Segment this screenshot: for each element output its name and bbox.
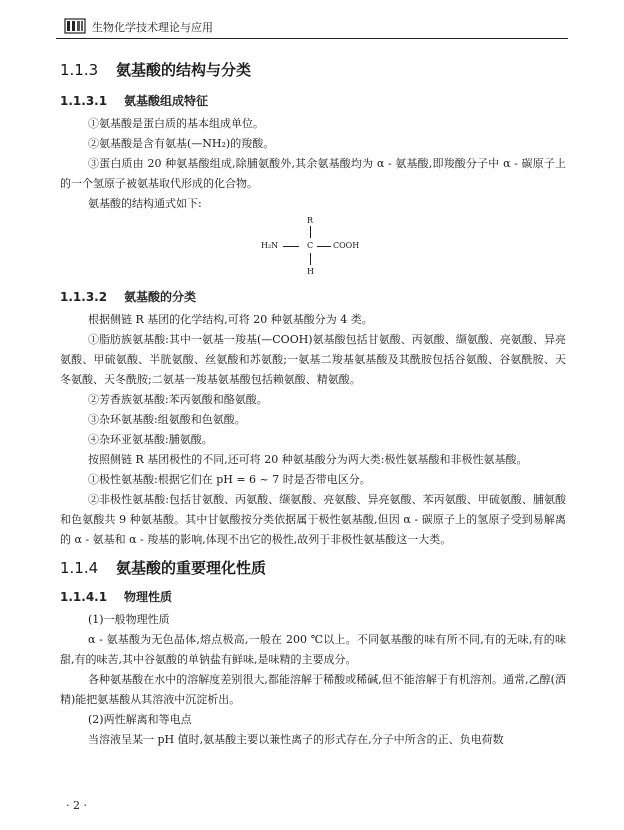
section-heading-1-1-4 [60, 554, 566, 582]
subsection-title: 物理性质 [124, 590, 173, 604]
formula-bond-bottom [310, 253, 311, 265]
subsection-number: 1.1.4.1 [60, 590, 108, 604]
paragraph: ①极性氨基酸:根据它们在 pH = 6 ~ 7 时是否带电区分。 [88, 473, 371, 486]
paragraph: 各种氨基酸在水中的溶解度差别很大,都能溶解于稀酸或稀碱,但不能溶解于有机溶剂。通常,乙醇(酒精)能把氨基酸从其溶液中沉淀析出。 [60, 673, 566, 706]
paragraph: ②氨基酸是含有氨基(—NH₂)的羧酸。 [88, 137, 275, 150]
formula-amine: H₂N [261, 241, 279, 250]
section-title: 氨基酸的结构与分类 [116, 61, 252, 79]
subsection-title: 氨基酸组成特征 [124, 94, 209, 108]
subsection-number: 1.1.3.1 [60, 94, 108, 108]
paragraph: 氨基酸的结构通式如下: [88, 197, 202, 210]
section-heading-1-1-3 [60, 56, 566, 84]
page-number: · 2 · [66, 799, 87, 812]
subsection-title: 氨基酸的分类 [124, 290, 197, 304]
paragraph: ③杂环氨基酸:组氨酸和色氨酸。 [88, 413, 246, 426]
header-title: 生物化学技术理论与应用 [92, 21, 213, 34]
paragraph: ②芳香族氨基酸:苯丙氨酸和酪氨酸。 [88, 393, 268, 406]
formula-bond-left [283, 246, 299, 247]
formula-bond-top [310, 226, 311, 238]
formula-carboxyl: COOH [333, 241, 360, 250]
formula-r-group: R [307, 216, 314, 225]
paragraph: ②非极性氨基酸:包括甘氨酸、丙氨酸、缬氨酸、亮氨酸、异亮氨酸、苯丙氨酸、甲硫氨酸、脯氨酸和色氨酸共 9 种氨基酸。其中甘氨酸按分类依据属于极性氨基酸,但因 α - 碳原子上的氢原子受到易解离的 α - 氨基和 α - 羧基的影响,体现不出它的极性,故列于非极性氨基酸这一大类。 [60, 493, 566, 546]
paragraph: 当溶液呈某一 pH 值时,氨基酸主要以兼性离子的形式存在,分子中所含的正、负电荷数 [88, 733, 504, 746]
paragraph: ①氨基酸是蛋白质的基本组成单位。 [88, 117, 264, 130]
subsection-heading-1-1-4-1 [60, 584, 566, 610]
subsection-number: 1.1.3.2 [60, 290, 108, 304]
subsection-heading-1-1-3-2 [60, 284, 566, 310]
amino-acid-structure-formula [261, 216, 361, 280]
paragraph: ④杂环亚氨基酸:脯氨酸。 [88, 433, 213, 446]
formula-hydrogen: H [307, 267, 314, 276]
section-title: 氨基酸的重要理化性质 [116, 559, 267, 577]
book-icon [64, 18, 86, 34]
page-body [60, 56, 566, 750]
paragraph: (1)一般物理性质 [88, 613, 170, 626]
section-number: 1.1.4 [60, 559, 99, 577]
paragraph: ③蛋白质由 20 种氨基酸组成,除脯氨酸外,其余氨基酸均为 α - 氨基酸,即羧酸分子中 α - 碳原子上的一个氢原子被氨基取代形成的化合物。 [60, 157, 566, 190]
paragraph: ①脂肪族氨基酸:其中一氨基一羧基(—COOH)氨基酸包括甘氨酸、丙氨酸、缬氨酸、亮氨酸、异亮氨酸、甲硫氨酸、半胱氨酸、丝氨酸和苏氨酸;一氨基二羧基氨基酸及其酰胺包括谷氨酸、谷氨酰胺、天冬氨酸、天冬酰胺;二氨基一羧基氨基酸包括赖氨酸、精氨酸。 [60, 333, 566, 386]
subsection-heading-1-1-3-1 [60, 88, 566, 114]
paragraph: 按照侧链 R 基团极性的不同,还可将 20 种氨基酸分为两大类:极性氨基酸和非极性氨基酸。 [88, 453, 528, 466]
paragraph: 根据侧链 R 基团的化学结构,可将 20 种氨基酸分为 4 类。 [88, 313, 373, 326]
formula-bond-right [317, 246, 331, 247]
paragraph: (2)两性解离和等电点 [88, 713, 192, 726]
formula-alpha-carbon: C [307, 241, 314, 250]
section-number: 1.1.3 [60, 61, 99, 79]
running-header [56, 12, 568, 39]
paragraph: α - 氨基酸为无色晶体,熔点极高,一般在 200 ℃以上。不同氨基酸的味有所不同,有的无味,有的味甜,有的味苦,其中谷氨酸的单钠盐有鲜味,是味精的主要成分。 [60, 633, 566, 666]
